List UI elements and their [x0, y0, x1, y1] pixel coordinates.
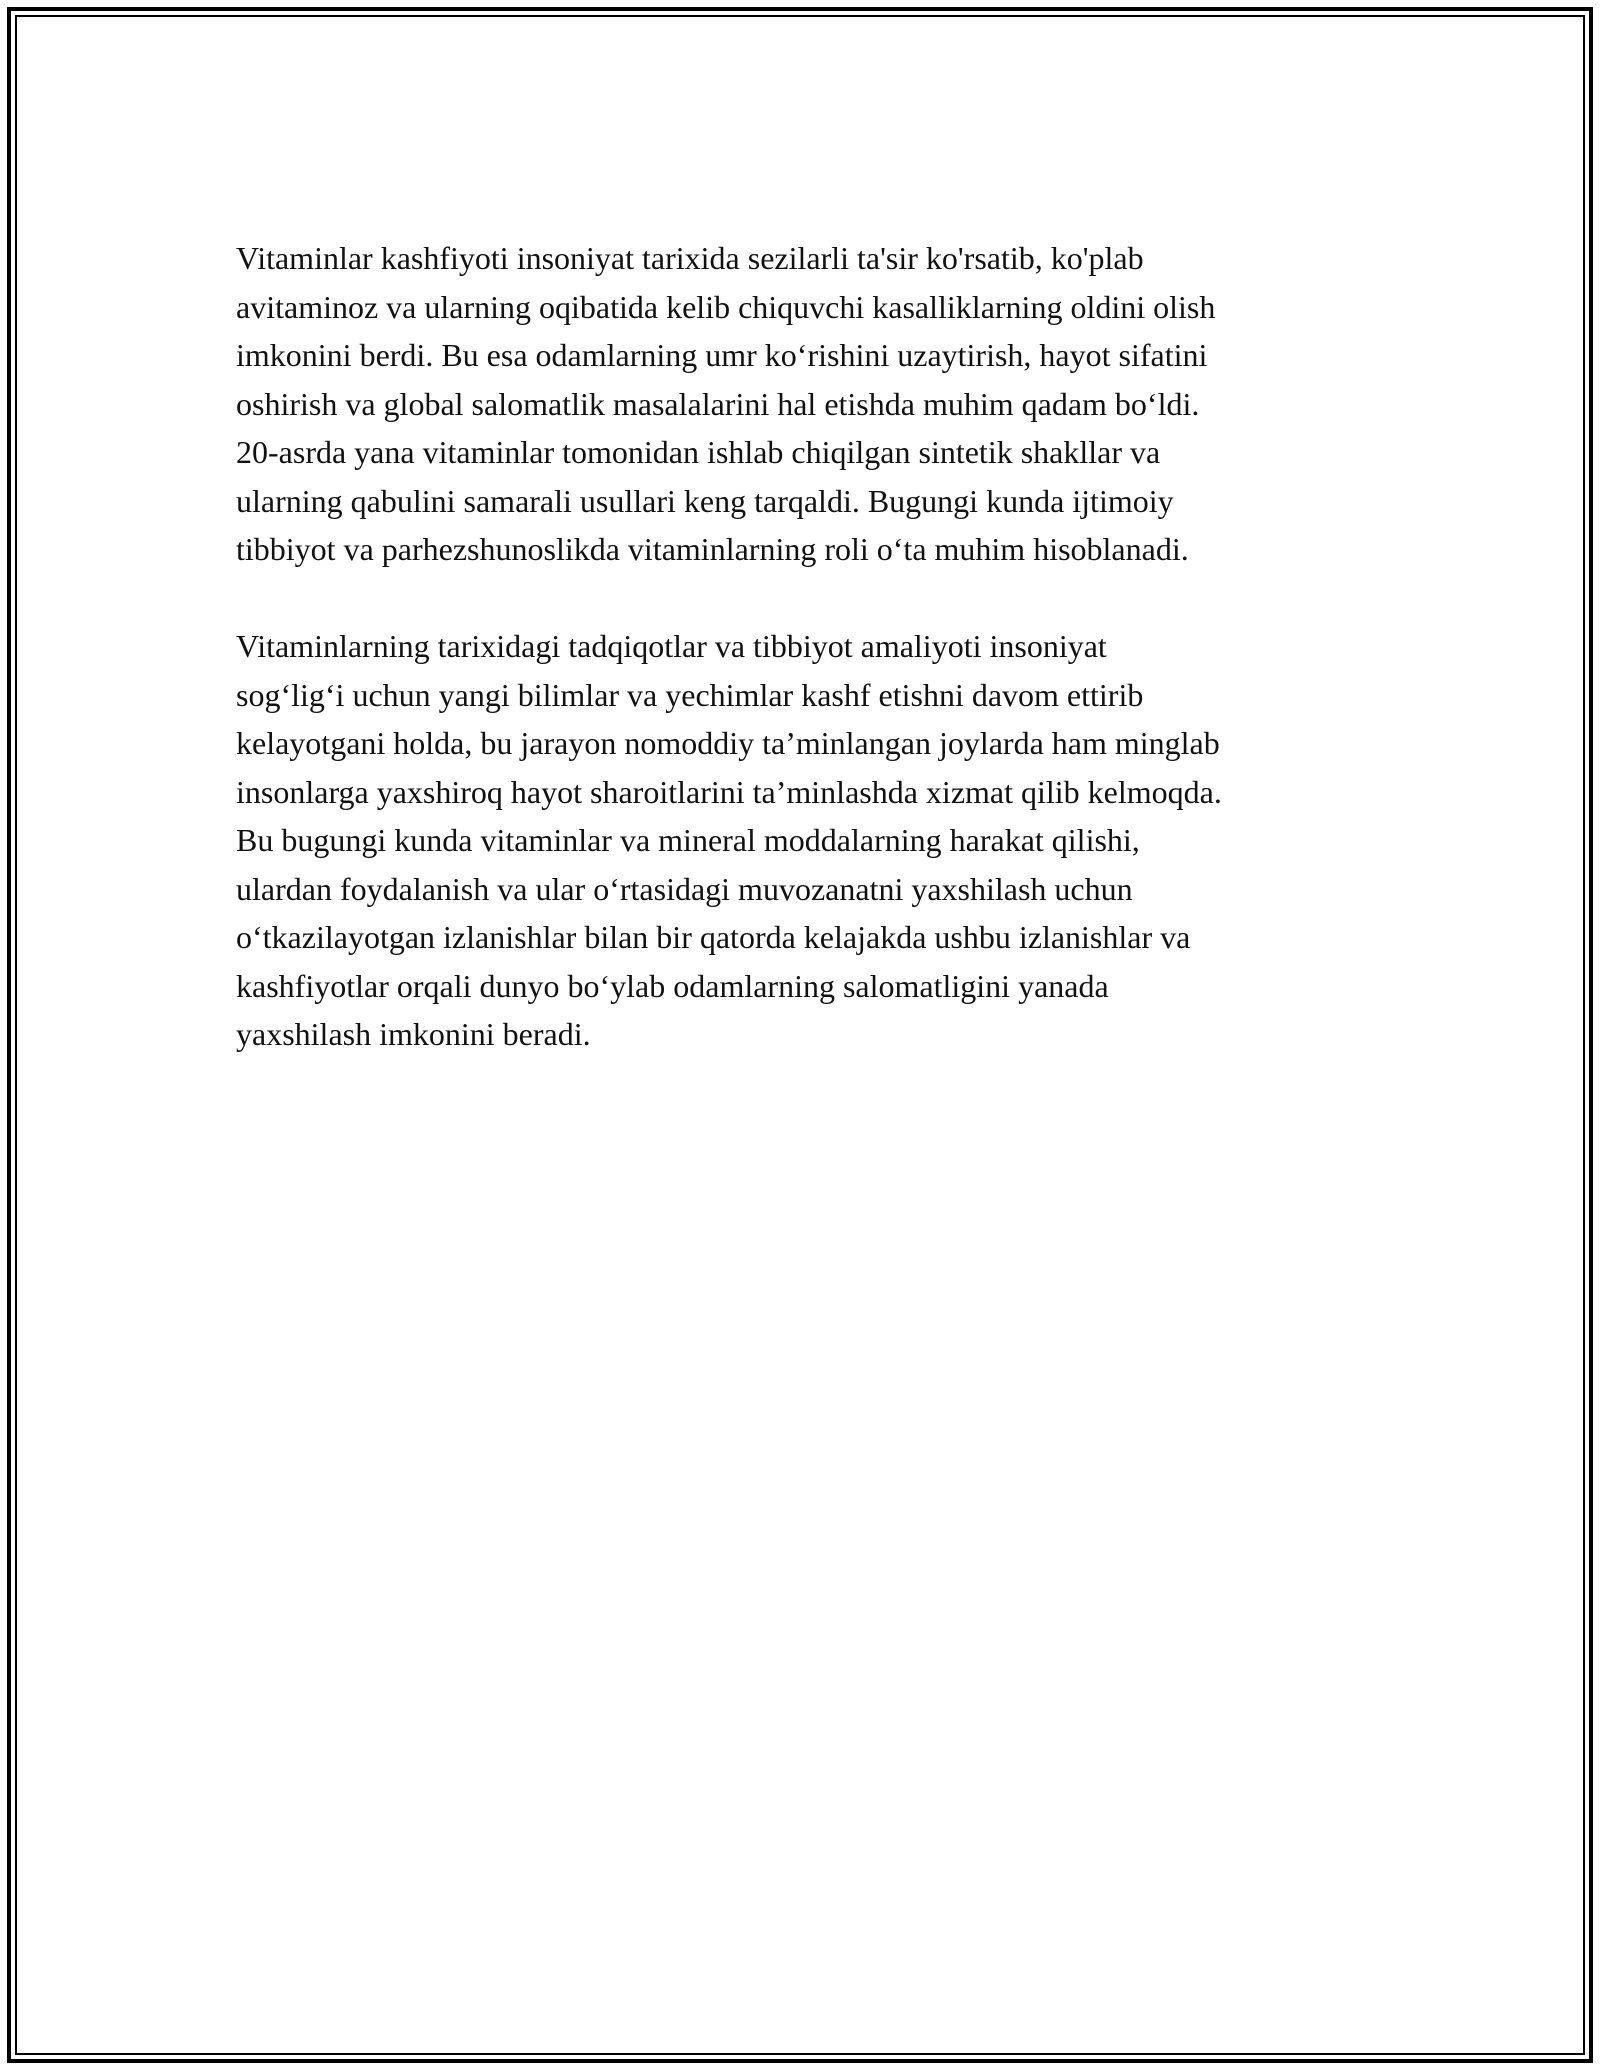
paragraph-line: o‘tkazilayotgan izlanishlar bilan bir qatorda kelajakda ushbu izlanishlar va — [236, 919, 1191, 955]
paragraph-line: avitaminoz va ularning oqibatida kelib chiquvchi kasalliklarning oldini olish — [236, 288, 1216, 325]
paragraph-line: 20-asrda yana vitaminlar tomonidan ishlab chiqilgan sintetik shakllar va — [236, 434, 1161, 470]
paragraph-line: yaxshilash imkonini beradi. — [236, 1016, 591, 1052]
document-body — [236, 234, 1376, 1059]
paragraph-line: oshirish va global salomatlik masalalarini hal etishda muhim qadam bo‘ldi. — [236, 385, 1200, 422]
paragraph-1 — [236, 234, 1376, 574]
paragraph-line: Vitaminlarning tarixidagi tadqiqotlar va tibbiyot amaliyoti insoniyat — [236, 628, 1107, 664]
paragraph-line: kelayotgani holda, bu jarayon nomoddiy ta’minlangan joylarda ham minglab — [236, 725, 1220, 761]
paragraph-line: ularning qabulini samarali usullari keng tarqaldi. Bugungi kunda ijtimoiy — [236, 482, 1174, 519]
paragraph-2 — [236, 622, 1376, 1059]
paragraph-line: sog‘lig‘i uchun yangi bilimlar va yechimlar kashf etishni davom ettirib — [236, 676, 1144, 713]
paragraph-line: Vitaminlar kashfiyoti insoniyat tarixida sezilarli ta'sir ko'rsatib, ko'plab — [236, 240, 1144, 276]
paragraph-line: ulardan foydalanish va ular o‘rtasidagi muvozanatni yaxshilash uchun — [236, 870, 1133, 907]
paragraph-line: insonlarga yaxshiroq hayot sharoitlarini ta’minlashda xizmat qilib kelmoqda. — [236, 773, 1222, 810]
paragraph-line: Bu bugungi kunda vitaminlar va mineral moddalarning harakat qilishi, — [236, 822, 1140, 858]
paragraph-line: kashfiyotlar orqali dunyo bo‘ylab odamlarning salomatligini yanada — [236, 967, 1109, 1004]
paragraph-line: imkonini berdi. Bu esa odamlarning umr ko‘rishini uzaytirish, hayot sifatini — [236, 337, 1208, 373]
paragraph-line: tibbiyot va parhezshunoslikda vitaminlarning roli o‘ta muhim hisoblanadi. — [236, 531, 1189, 567]
